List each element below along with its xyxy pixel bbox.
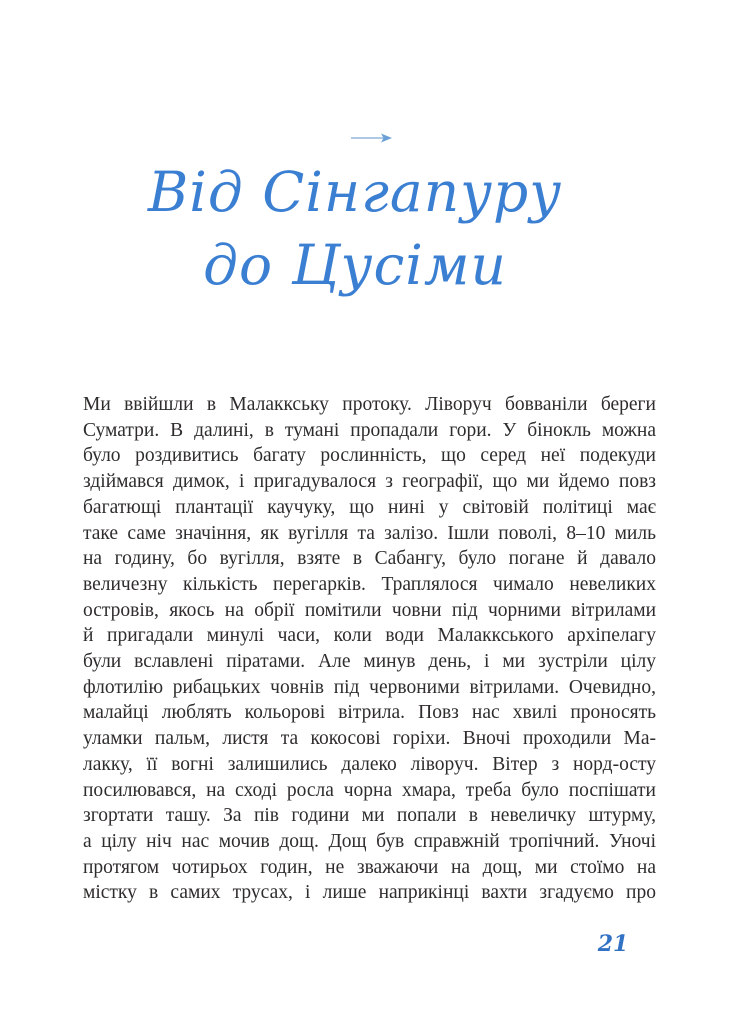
body-text-line: величезну кількість перегарків. Траплялося чимало невеликих: [83, 573, 656, 595]
right-arrow-icon: [348, 130, 394, 146]
chapter-title-line1: Від Сінгапуру: [147, 160, 563, 224]
section-ornament: [0, 130, 742, 146]
body-text-line: здіймався димок, і пригадувалося з географії, що ми йдемо повз: [83, 471, 656, 493]
body-text: [83, 392, 656, 906]
body-text-line: таке саме значіння, як вугілля та залізо. Ішли поволі, 8–10 миль: [83, 522, 656, 544]
page-number: 21: [597, 931, 629, 957]
body-text-line: а цілу ніч нас мочив дощ. Дощ був справжній тропічний. Уночі: [83, 830, 656, 852]
body-text-line: було роздивитись багату рослинність, що серед неї подекуди: [83, 445, 656, 467]
body-text-line: уламки пальм, листя та кокосові горіхи. Вночі проходили Ма-: [83, 728, 656, 750]
body-text-line: згортати ташу. За пів години ми попали в невеличку штурму,: [83, 805, 656, 827]
body-text-line: протягом чотирьох годин, не зважаючи на дощ, ми стоїмо на: [83, 856, 656, 878]
body-text-line: малайці люблять кольорові вітрила. Повз нас хвилі проносять: [83, 702, 656, 724]
body-text-line: лакку, її вогні залишились далеко ліворуч. Вітер з норд-осту: [83, 753, 656, 775]
body-text-line: Ми ввійшли в Малаккську протоку. Ліворуч бовваніли береги: [83, 394, 656, 415]
body-text-line: флотилію рибацьких човнів під червоними вітрилами. Очевидно,: [83, 676, 656, 698]
chapter-title-line2: до Цусіми: [203, 233, 507, 297]
body-text-line: багатющі плантації каучуку, що нині у світовій політиці має: [83, 496, 656, 518]
body-text-line: Суматри. В далині, в тумані пропадали гори. У бінокль можна: [83, 419, 656, 441]
body-text-line: й пригадали минулі часи, коли води Малаккського архіпелагу: [83, 625, 656, 647]
body-text-line: на годину, бо вугілля, взяте в Сабангу, було погане й давало: [83, 548, 656, 570]
body-text-line: були вславлені піратами. Але минув день, і ми зустріли цілу: [83, 651, 656, 673]
body-text-line: островів, якось на обрії помітили човни під чорними вітрилами: [83, 599, 656, 621]
chapter-title: [10, 156, 700, 302]
body-text-line: містку в самих трусах, і лише наприкінці вахти згадуємо про: [83, 882, 656, 904]
body-text-line: посилювався, на сході росла чорна хмара, треба було поспішати: [83, 779, 656, 801]
